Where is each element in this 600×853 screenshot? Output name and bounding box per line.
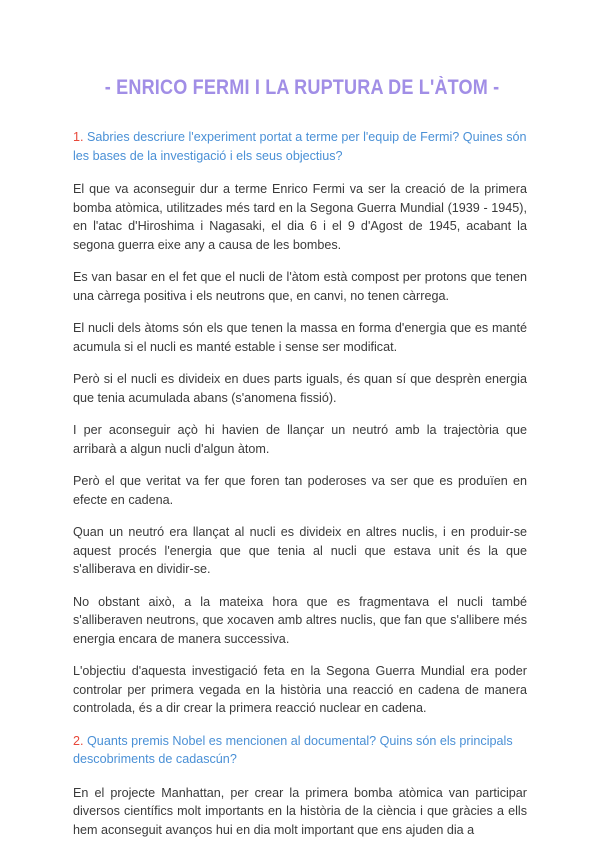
question-2-number: 2. <box>73 733 84 748</box>
answer-1-paragraph: El que va aconseguir dur a terme Enrico Fermi va ser la creació de la primera bomba atòmica, utilitzades més tard en la Segona Guerra Mundial (1939 - 1945), en l'atac d'Hiroshima i Nagasaki, el dia 6 i el 9 d'Agost de 1945, acabant la segona guerra eixe any a causa de les bombes. <box>73 182 527 252</box>
answer-1-paragraph: L'objectiu d'aquesta investigació feta en la Segona Guerra Mundial era poder controlar per primera vegada en la història una reacció en cadena de manera controlada, és a dir crear la primera reacció nuclear en cadena. <box>73 664 527 715</box>
question-1-number: 1. <box>73 130 84 144</box>
answer-1-paragraph: El nucli dels àtoms són els que tenen la massa en forma d'energia que es manté acumula si el nucli es manté estable i sense ser modificat. <box>73 321 527 354</box>
question-1-text: Sabries descriure l'experiment portat a terme per l'equip de Fermi? Quines són les bases de la investigació i els seus objectius? <box>73 130 527 163</box>
question-2-text: Quants premis Nobel es mencionen al documental? Quins són els principals descobriments de cadascún? <box>73 733 513 766</box>
answer-1-paragraph: No obstant això, a la mateixa hora que es fragmentava el nucli també s'alliberaven neutrons, que xocaven amb altres nuclis, que fan que s'allibere més energia encara de manera successiva. <box>73 594 527 646</box>
document-page <box>73 76 527 853</box>
answer-1-paragraph: Però el que veritat va fer que foren tan poderoses va ser que es produïen en efecte en cadena. <box>73 474 527 507</box>
answer-1-paragraph: Es van basar en el fet que el nucli de l'àtom està compost per protons que tenen una càrrega positiva i els neutrons que, en canvi, no tenen càrrega. <box>73 270 527 303</box>
answer-2-paragraph: En el projecte Manhattan, per crear la primera bomba atòmica van participar diversos científics molt importants en la història de la ciència i que gràcies a ells hem aconseguit avanços hui en dia molt important que ens ajuden dia a <box>73 785 527 837</box>
answer-1-paragraph: I per aconseguir açò hi havien de llançar un neutró amb la trajectòria que arribarà a algun nucli d'algun àtom. <box>73 423 527 456</box>
answer-1-paragraph: Quan un neutró era llançat al nucli es divideix en altres nuclis, i en produir-se aquest procés l'energia que que tenia al nucli que estava unit és la que s'alliberava en dividir-se. <box>73 525 527 576</box>
question-1 <box>73 128 527 165</box>
document-title: - ENRICO FERMI I LA RUPTURA DE L'ÀTOM - <box>104 76 500 99</box>
question-2 <box>73 732 527 769</box>
answer-1-paragraph: Però si el nucli es divideix en dues parts iguals, és quan sí que desprèn energia que tenia acumulada abans (s'anomena fissió). <box>73 372 527 405</box>
